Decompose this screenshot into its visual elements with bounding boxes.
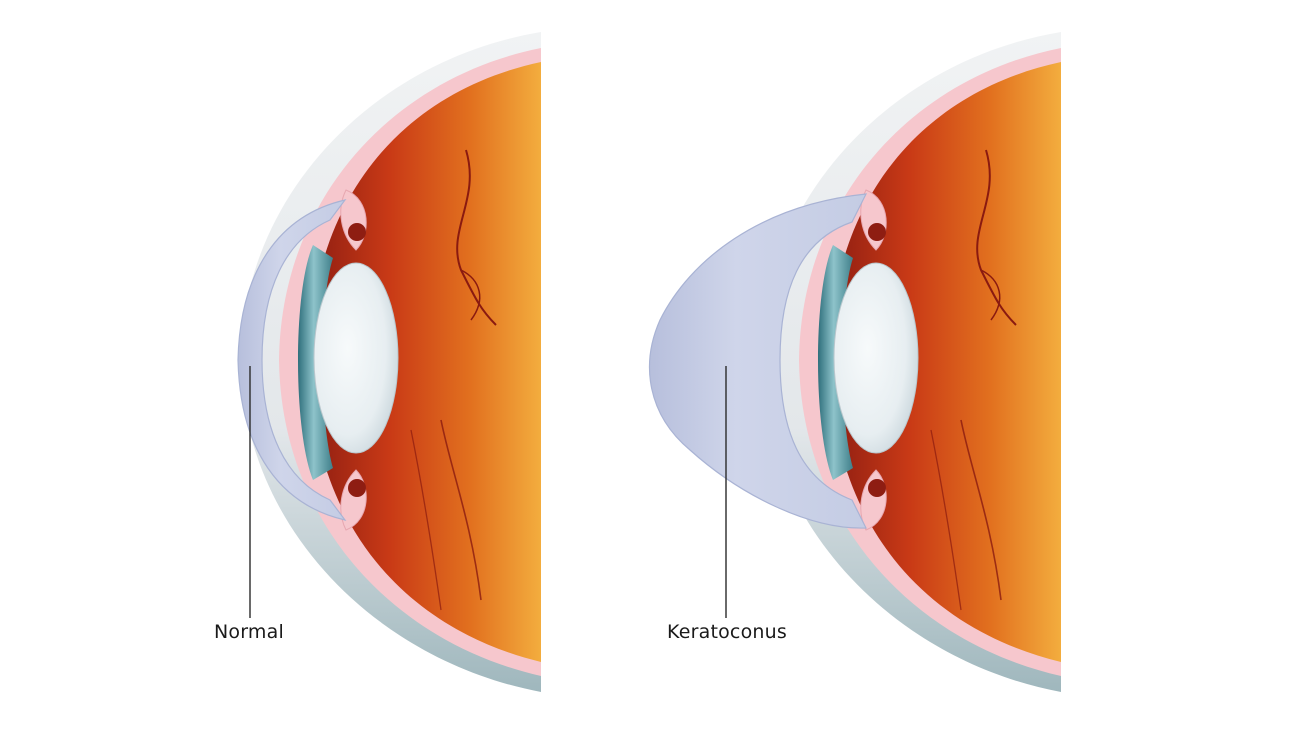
normal-label: Normal (214, 621, 284, 643)
keratoconus-label: Keratoconus (667, 621, 787, 643)
keratoconus-eye-illustration (650, 32, 1061, 692)
normal-eye-illustration (238, 32, 541, 692)
